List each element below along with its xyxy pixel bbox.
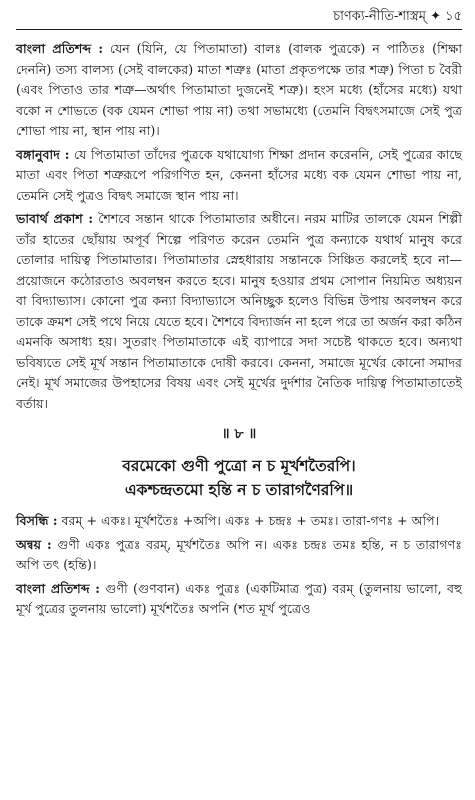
running-title: চাণক্য-নীতি-শাস্ত্রম্ ✦ ১৫ [333,9,462,24]
section-label: বিসন্ধি : [16,513,58,528]
commentary-paragraph [16,209,462,414]
section-label: বঙ্গানুবাদ : [16,146,70,162]
running-header [16,8,462,30]
verse-line-1: বরমেকো গুণী পুত্রো ন চ মূর্খশতৈরপি। [122,456,356,475]
section-label: অন্বয় : [16,536,52,552]
anvaya-paragraph [16,535,462,576]
translation-paragraph [16,145,462,207]
sandhi-paragraph [16,511,462,532]
book-page [16,8,462,620]
word-meaning-paragraph-2 [16,579,462,620]
word-meaning-paragraph [16,39,462,142]
section-text: শৈশবে সন্তান থাকে পিতামাতার অধীনে। নরম মাটির তালকে যেমন শিল্পী তাঁর হাতের ছোঁয়ায় অপূর্ব শিল্পে পরিণত করেন তেমনি পুত্র কন্যাকে যথার্থ মানুষ করে তোলার দায়িত্ব পিতামাতার। পিতামাতার স্নেহধারায় সন্তানকে সিঞ্চিত করলেই হবে না—প্রয়োজনে কঠোরতাও অবলম্বন করতে হবে। মানুষ হওয়ার প্রথম সোপান নিয়মিত অধ্যয়ন বা বিদ্যাভ্যাস। কোনো পুত্র কন্যা বিদ্যাভ্যাসে অনিচ্ছুক হলেও বিভিন্ন উপায় অবলম্বন করে তাকে ক্রমশ সেই পথে নিয়ে যেতে হবে। শৈশবে বিদ্যার্জন না হলে পরে তা অর্জন করা কঠিন এমনকি অসাধ্য হয়। সুতরাং পিতামাতাকে এই ব্যাপারে সদা সচেষ্ট থাকতে হবে। অন্যথা ভবিষ্যতে সেই মূর্খ সন্তান পিতামাতাকে দোষী করবে। কেননা, সমাজে মূর্খের কোনো সমাদর নেই। মূর্খ সমাজের উপহাসের বিষয় এবং সেই মূর্খের দুর্দশার নৈতিক দায়িত্ব পিতামাতাতেই বর্তায়। [16,211,462,411]
section-text: গুণী একঃ পুত্রঃ বরম্, মূর্খশতৈঃ অপি ন। একঃ চন্দ্রঃ তমঃ হন্তি, ন চ তারাগণঃ অপি তৎ (হন্তি)। [16,536,463,572]
section-text: গুণী (গুণবান) একঃ পুত্রঃ (একটিমাত্র পুত্র) বরম্ (তুলনায় ভালো, বহু মূর্খ পুত্রের তুলনায় ভালো) মূর্খশতৈঃ অপনি (শত মূর্খ পুত্রেও [16,580,462,616]
verse-number: ॥ ৮ ॥ [221,426,257,442]
section-text: যে পিতামাতা তাঁদের পুত্রকে যথাযোগ্য শিক্ষা প্রদান করেননি, সেই পুত্রের কাছে মাতা এবং পিতা শত্রুরূপে পরিগণিত হন, কেননা হাঁসের মধ্যে বক যেমন শোভা পায় না, তেমনি সেই পুত্রও বিদ্বৎ সমাজে স্থান পায় না। [16,146,463,203]
section-label: বাংলা প্রতিশব্দ : [16,41,104,56]
verse-line-2: একশ্চন্দ্রতমো হন্তি ন চ তারাগণৈরপি॥ [124,480,354,499]
section-label: বাংলা প্রতিশব্দ : [16,580,100,596]
section-text: বরম্ + একঃ। মূর্খশতৈঃ +অপি। একঃ + চন্দ্রঃ + তমঃ। তারা-গণঃ + অপি। [57,513,440,528]
section-text: যেন (যিনি, যে পিতামাতা) বালঃ (বালক পুত্রকে) ন পাঠিতঃ (শিক্ষা দেননি) তস্য বালস্য (সেই বালকের) মাতা শত্রুঃ (মাতা প্রকৃতপক্ষে তার শত্রু) পিতা চ বৈরী (এবং পিতাও তার শত্রু—অর্থাৎ পিতামাতা দুজনেই শত্রু)। হংস মধ্যে (হাঁসের মধ্যে) যথা বকো ন শোভতে (বক যেমন শোভা পায় না) তথা সভামধ্যে (তেমনি বিদ্বৎসমাজে সেই পুত্র শোভা পায় না, স্থান পায় না)। [16,41,462,138]
section-label: ভাবার্থ প্রকাশ : [16,211,94,226]
